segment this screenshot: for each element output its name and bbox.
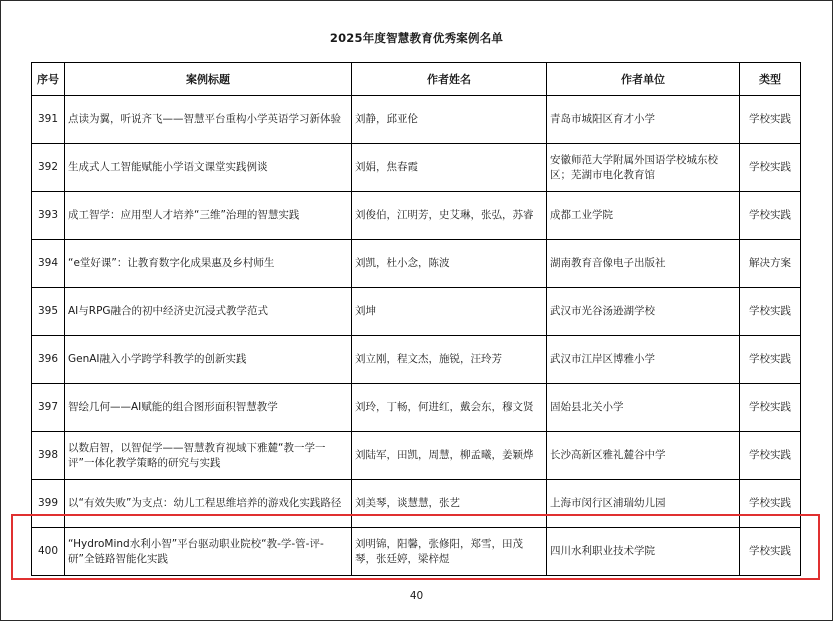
cell-type: 学校实践 [740,480,801,528]
cell-title: 以“有效失败”为支点：幼儿工程思维培养的游戏化实践路径 [65,480,352,528]
cell-title: 生成式人工智能赋能小学语文课堂实践例谈 [65,144,352,192]
cell-title: “e堂好课”：让教育数字化成果惠及乡村师生 [65,240,352,288]
table-header-row [32,63,801,96]
cell-num: 399 [32,480,65,528]
header-authors: 作者姓名 [352,63,547,96]
cell-num: 398 [32,432,65,480]
cell-title: 以数启智，以智促学——智慧教育视域下雅麓“教一学一评”一体化教学策略的研究与实践 [65,432,352,480]
table-row [32,384,801,432]
table-row [32,288,801,336]
cell-num: 400 [32,528,65,576]
cell-type: 学校实践 [740,288,801,336]
cell-num: 393 [32,192,65,240]
cell-authors: 刘玲，丁畅，何进红，戴会东，穆文贤 [352,384,547,432]
cell-unit: 固始县北关小学 [547,384,740,432]
cell-authors: 刘娟，焦春霞 [352,144,547,192]
cell-type: 学校实践 [740,336,801,384]
cell-unit: 四川水利职业技术学院 [547,528,740,576]
table-row [32,192,801,240]
cell-type: 解决方案 [740,240,801,288]
document-title: 2025年度智慧教育优秀案例名单 [329,31,504,45]
cell-authors: 刘静，邱亚伦 [352,96,547,144]
cell-unit: 上海市闵行区浦瑞幼儿园 [547,480,740,528]
page-number: 40 [409,590,424,602]
cell-title: “HydroMind水利小智”平台驱动职业院校“教-学-管-评-研”全链路智能化实践 [65,528,352,576]
cell-num: 391 [32,96,65,144]
cell-title: AI与RPG融合的初中经济史沉浸式教学范式 [65,288,352,336]
cell-title: 智绘几何——AI赋能的组合图形面积智慧教学 [65,384,352,432]
cell-num: 397 [32,384,65,432]
cell-unit: 长沙高新区雅礼麓谷中学 [547,432,740,480]
table-row [32,480,801,528]
header-unit: 作者单位 [547,63,740,96]
table-row [32,336,801,384]
cell-unit: 武汉市光谷汤逊湖学校 [547,288,740,336]
cases-table [31,62,801,576]
cell-num: 392 [32,144,65,192]
table-row-highlighted [32,528,801,576]
cell-authors: 刘美琴，谈慧慧，张艺 [352,480,547,528]
cell-unit: 湖南教育音像电子出版社 [547,240,740,288]
cell-unit: 武汉市江岸区博雅小学 [547,336,740,384]
cell-type: 学校实践 [740,144,801,192]
cell-title: 点读为翼，听说齐飞——智慧平台重构小学英语学习新体验 [65,96,352,144]
table-row [32,240,801,288]
cell-authors: 刘立刚，程文杰，施锐，汪玲芳 [352,336,547,384]
cell-unit: 成都工业学院 [547,192,740,240]
cell-authors: 刘俊伯，江明芳，史艾琳，张弘，苏睿 [352,192,547,240]
cell-num: 394 [32,240,65,288]
table-row [32,432,801,480]
cell-unit: 安徽师范大学附属外国语学校城东校区；芜湖市电化教育馆 [547,144,740,192]
cell-authors: 刘坤 [352,288,547,336]
cell-title: GenAI融入小学跨学科教学的创新实践 [65,336,352,384]
cell-authors: 刘凯，杜小念，陈波 [352,240,547,288]
table-row [32,96,801,144]
cell-authors: 刘陆军，田凯，周慧，柳孟曦，姜颖烨 [352,432,547,480]
cell-num: 396 [32,336,65,384]
cell-title: 成工智学：应用型人才培养“三维”治理的智慧实践 [65,192,352,240]
cell-type: 学校实践 [740,528,801,576]
header-num: 序号 [32,63,65,96]
cell-type: 学校实践 [740,432,801,480]
table-row [32,144,801,192]
cell-type: 学校实践 [740,384,801,432]
cell-authors: 刘明锦，阳馨，张修阳，郑雪，田茂琴，张廷婷，梁梓煜 [352,528,547,576]
header-title: 案例标题 [65,63,352,96]
cell-type: 学校实践 [740,192,801,240]
cell-num: 395 [32,288,65,336]
cell-unit: 青岛市城阳区育才小学 [547,96,740,144]
header-type: 类型 [740,63,801,96]
cell-type: 学校实践 [740,96,801,144]
